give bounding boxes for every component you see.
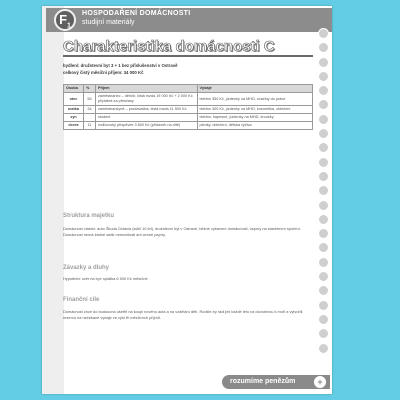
chapter-badge-letter: F (59, 12, 68, 27)
side-tab[interactable] (318, 300, 329, 311)
intro-line: celkový čistý měsíční příjem: 34 000 Kč (63, 70, 144, 75)
side-tab[interactable] (318, 271, 329, 282)
section-text-liabilities: Hypoteční úvěr na byt: splátka 6 500 Kč měsíčně. (63, 276, 149, 281)
chapter-badge (54, 9, 76, 31)
expenses-cell: plenky, oblečení, dětská výživa (197, 122, 312, 130)
section-text-goals: Domácnost chce do budoucna ušetřit na koupi nového auta a na vzdělání dětí. Rodiče by rádi jeli každé léto na dovolenou k moři a vytvořili rezervu na nečekané výdaje ve výši tří měsíčních příjmů. (63, 309, 303, 320)
side-tab[interactable] (318, 85, 329, 96)
column-header: Příjem (95, 85, 197, 93)
person-cell: dcera (64, 122, 84, 130)
table-header-row (64, 85, 313, 93)
section-title-assets: Struktura majetku (63, 213, 115, 219)
expenses-cell: telefon 300 Kč, jízdenky na MHD, kosmetika, oblečení (197, 106, 312, 114)
side-tab[interactable] (318, 242, 329, 253)
side-tab[interactable] (318, 128, 329, 139)
chapter-subtitle: studijní materiály (82, 19, 135, 26)
chapter-badge-number: 1 (67, 22, 71, 30)
section-text-assets: Domácnost vlastní: auto Škoda Octavia (stáří 10 let), družstevní byt v Ostravě, běžné vybavení domácnosti, úspory na stavebním spoření. Domácnost nemá žádné další nemovitosti ani cenné papíry. (63, 226, 301, 237)
side-tab[interactable] (318, 343, 329, 354)
percent-cell: 34 (83, 106, 95, 114)
household-table (63, 84, 313, 130)
side-tab[interactable] (318, 228, 329, 239)
table-row (64, 106, 313, 114)
side-tab[interactable] (318, 328, 329, 339)
page-title: Charakteristika domácnosti C (63, 38, 275, 55)
column-header: Osoba (64, 85, 84, 93)
column-header: Výdaje (197, 85, 312, 93)
footer-brand: rozumíme penězům (230, 378, 296, 385)
table-row (64, 114, 313, 122)
income-cell: zaměstnankyně – prodavačka; čistá mzda 11 500 Kč (95, 106, 197, 114)
title-divider (63, 55, 313, 57)
expenses-cell: telefon, kapesné, jízdenky na MHD, kroužky (197, 114, 312, 122)
side-tab[interactable] (318, 157, 329, 168)
person-cell: syn (64, 114, 84, 122)
side-tab[interactable] (318, 42, 329, 53)
side-tab[interactable] (318, 28, 329, 39)
expenses-cell: telefon 350 Kč, jízdenky na MHD, svačiny do práce (197, 93, 312, 106)
side-tab[interactable] (318, 257, 329, 268)
income-cell: rodičovský příspěvek 3 800 Kč (přídavek na dítě) (95, 122, 197, 130)
income-cell: zaměstnanec – dělník; čistá mzda 19 000 Kč + 2 000 Kč příplatek za přesčasy (95, 93, 197, 106)
chapter-title: HOSPODAŘENÍ DOMÁCNOSTI (82, 10, 191, 17)
side-tab[interactable] (318, 99, 329, 110)
side-tab[interactable] (318, 71, 329, 82)
side-tab[interactable] (318, 314, 329, 325)
side-tab[interactable] (318, 185, 329, 196)
side-tabs (318, 28, 332, 357)
side-tab[interactable] (318, 200, 329, 211)
percent-cell: 55 (83, 93, 95, 106)
side-tab[interactable] (318, 214, 329, 225)
intro-text (63, 62, 313, 76)
percent-cell (83, 114, 95, 122)
table-row (64, 93, 313, 106)
section-title-goals: Finanční cíle (63, 297, 100, 303)
intro-line: bydlení: družstevní byt 3 + 1 bez příslušenství v Ostravě (63, 63, 178, 68)
plus-icon[interactable]: + (314, 376, 326, 388)
table-row (64, 122, 313, 130)
person-cell: matka (64, 106, 84, 114)
person-cell: otec (64, 93, 84, 106)
side-tab[interactable] (318, 142, 329, 153)
percent-cell: 11 (83, 122, 95, 130)
section-title-liabilities: Závazky a dluhy (63, 265, 110, 271)
page-spine (42, 6, 64, 394)
side-tab[interactable] (318, 57, 329, 68)
side-tab[interactable] (318, 171, 329, 182)
side-tab[interactable] (318, 114, 329, 125)
column-header: % (83, 85, 95, 93)
income-cell: student (95, 114, 197, 122)
side-tab[interactable] (318, 285, 329, 296)
